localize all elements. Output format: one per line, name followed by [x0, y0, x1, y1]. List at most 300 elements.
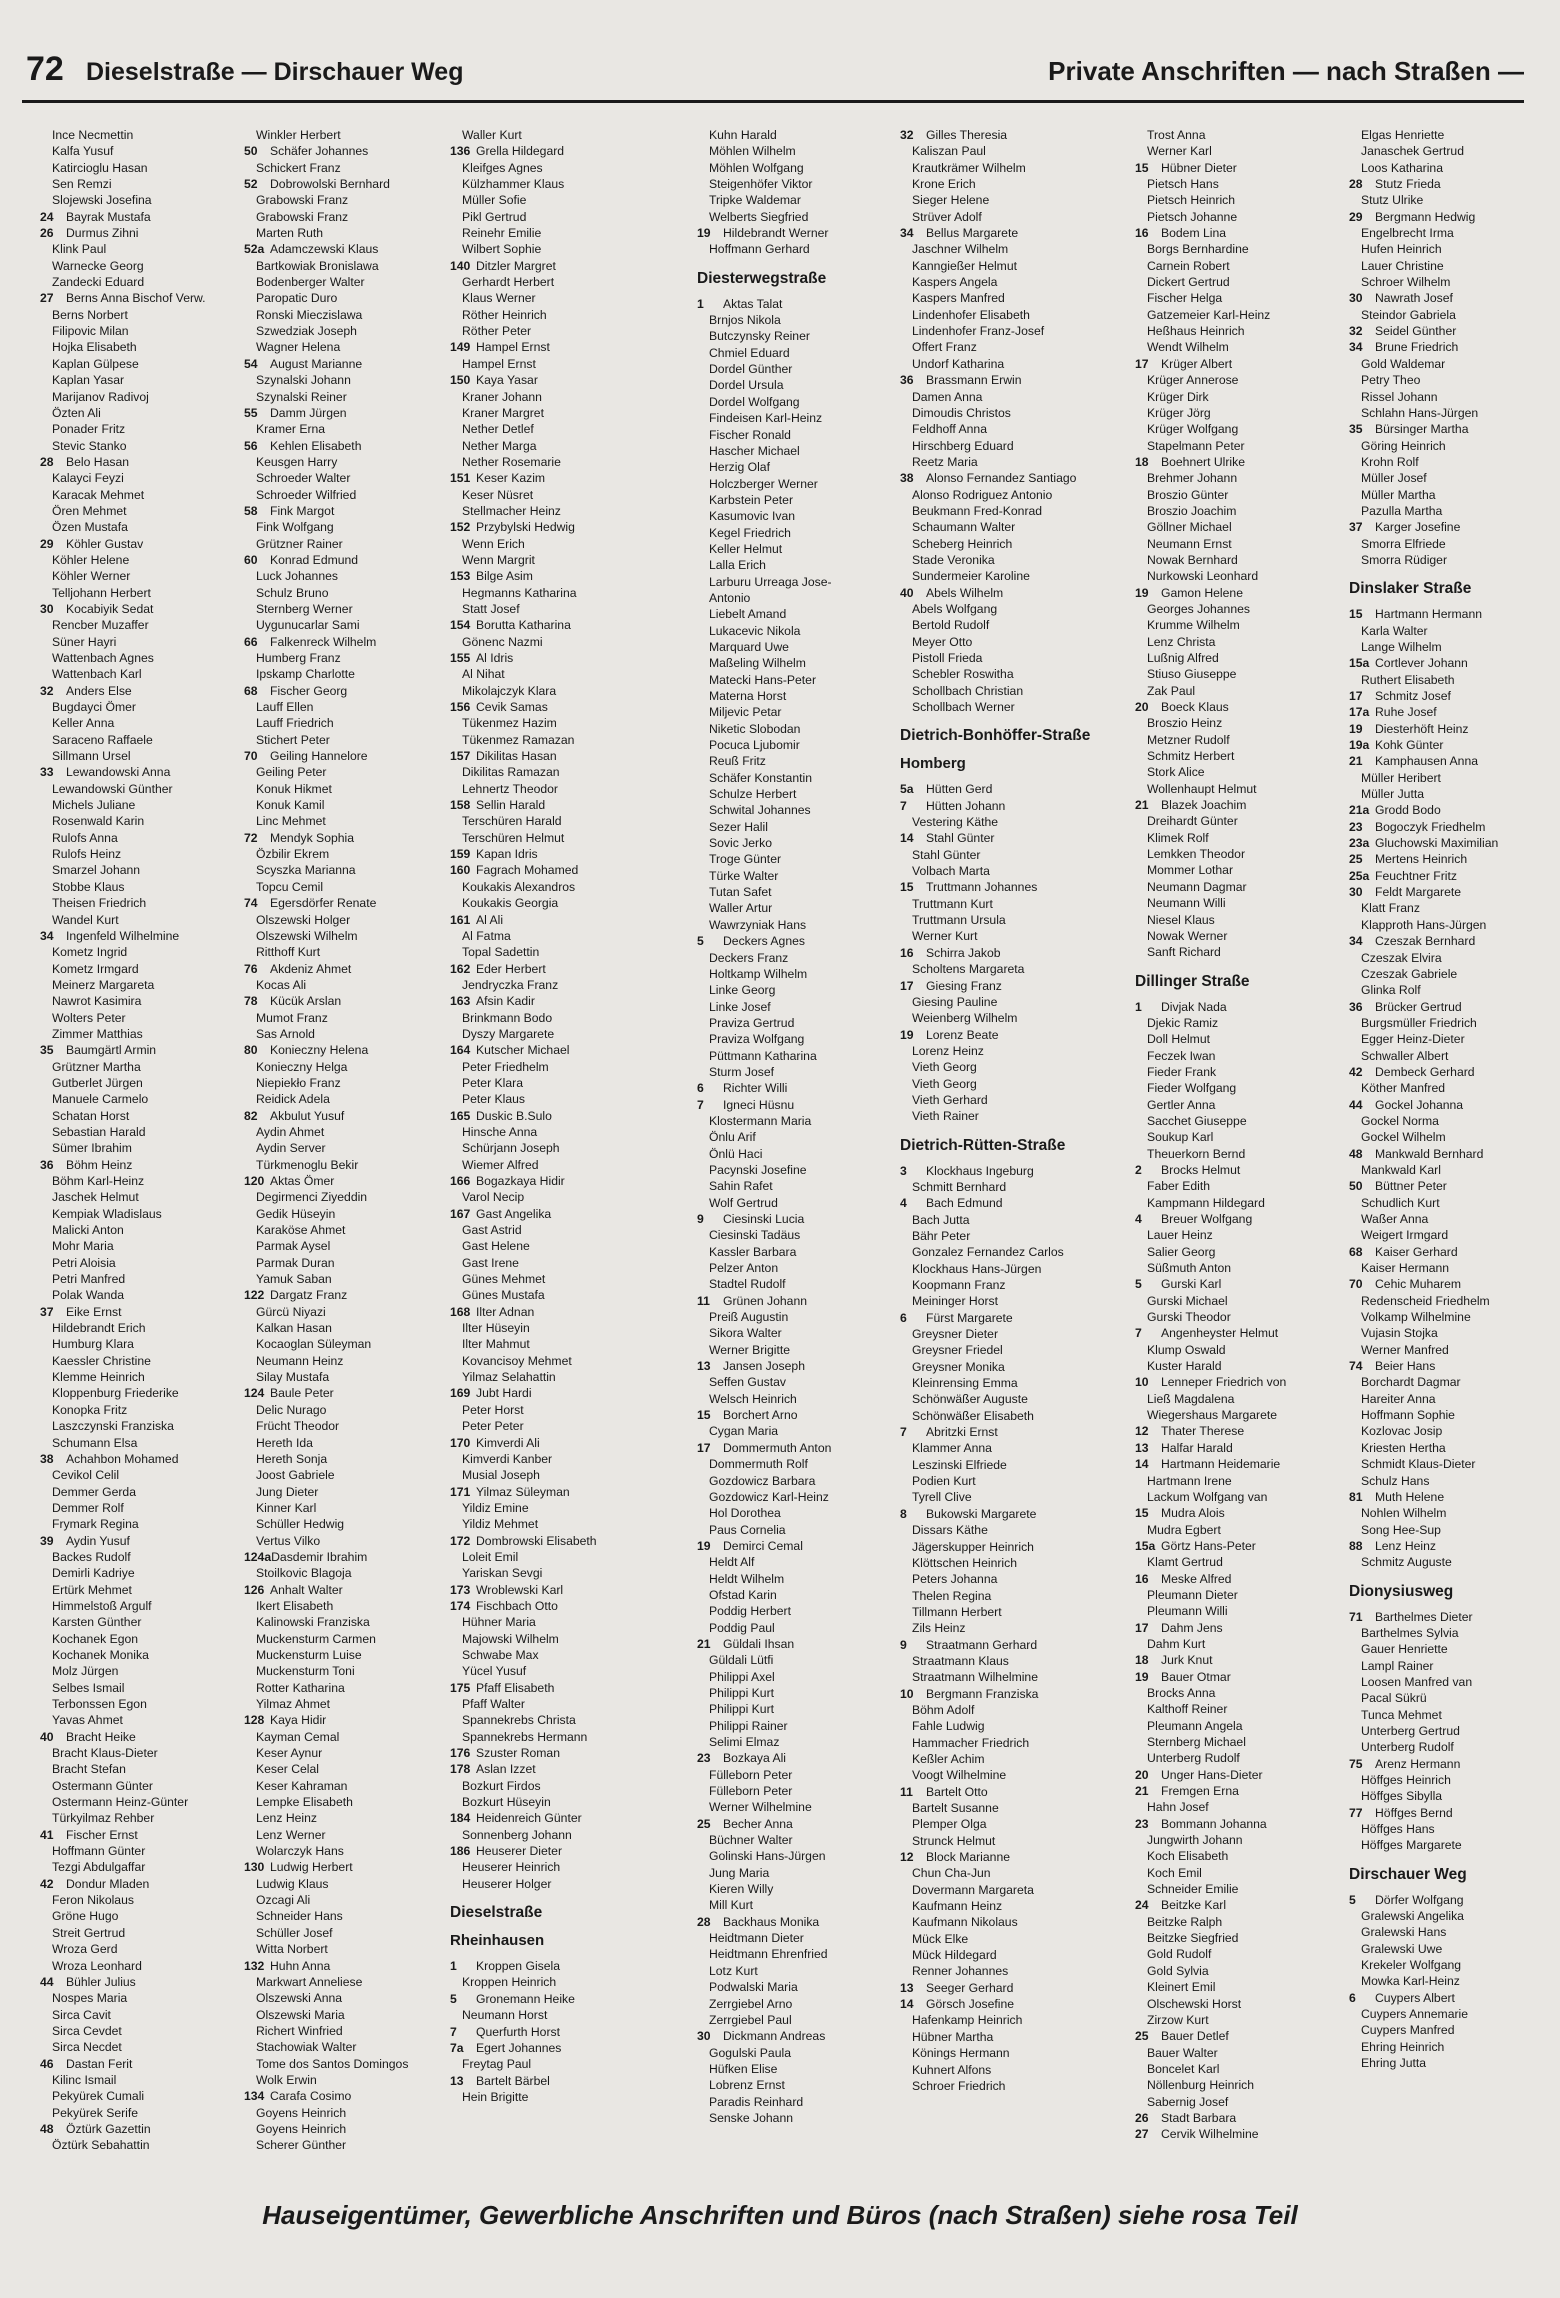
resident-entry	[450, 552, 655, 568]
resident-entry	[450, 617, 655, 633]
resident-entry	[1349, 405, 1554, 421]
resident-name: Unterberg Rudolf	[1147, 1751, 1240, 1766]
resident-name: Tripke Waldemar	[709, 193, 801, 208]
resident-name: Büchner Walter	[709, 1833, 793, 1848]
resident-name: Göllner Michael	[1147, 520, 1232, 535]
resident-entry	[900, 421, 1105, 437]
resident-name: Lauer Heinz	[1147, 1228, 1213, 1243]
house-number: 34	[40, 928, 54, 943]
house-number: 128	[244, 1713, 265, 1728]
house-number: 8	[900, 1506, 907, 1521]
resident-entry	[1135, 617, 1340, 633]
resident-name: Baule Peter	[270, 1386, 334, 1401]
resident-entry	[450, 274, 655, 290]
house-number: 168	[450, 1304, 471, 1319]
resident-name: Olschewski Horst	[1147, 1996, 1242, 2011]
resident-name: Müller Sofie	[462, 193, 527, 208]
resident-entry	[40, 879, 245, 895]
resident-entry	[1349, 1309, 1554, 1325]
resident-name: Hein Brigitte	[462, 2089, 529, 2104]
resident-entry	[900, 1784, 1105, 1800]
resident-entry	[40, 1206, 245, 1222]
resident-entry	[1135, 1718, 1340, 1734]
resident-name: Fagrach Mohamed	[476, 863, 579, 878]
resident-entry	[1349, 950, 1554, 966]
house-number: 19	[900, 1027, 914, 1042]
resident-entry	[450, 143, 655, 159]
resident-entry	[1349, 966, 1554, 982]
resident-entry	[1135, 1897, 1340, 1913]
house-number: 76	[244, 961, 258, 976]
house-number: 10	[900, 1686, 914, 1701]
resident-entry	[1135, 585, 1340, 601]
resident-name: Külzhammer Klaus	[462, 177, 565, 192]
resident-entry	[1135, 846, 1340, 862]
house-number: 7	[900, 798, 907, 813]
resident-entry	[40, 143, 245, 159]
resident-name: Boncelet Karl	[1147, 2061, 1220, 2076]
resident-name: Keßler Achim	[912, 1751, 985, 1766]
resident-entry	[900, 1342, 1105, 1358]
resident-name: Feldt Margarete	[1375, 885, 1462, 900]
resident-entry	[40, 1026, 245, 1042]
resident-entry	[450, 1810, 655, 1826]
resident-name: Bartelt Bärbel	[476, 2073, 550, 2088]
resident-name: Böhm Adolf	[912, 1702, 975, 1717]
resident-entry	[450, 519, 655, 535]
resident-name: Dickert Gertrud	[1147, 275, 1230, 290]
resident-entry	[1135, 879, 1340, 895]
resident-entry	[40, 225, 245, 241]
resident-entry	[244, 127, 449, 143]
resident-entry	[1349, 1690, 1554, 1706]
resident-entry	[40, 209, 245, 225]
resident-name: Golinski Hans-Jürgen	[709, 1849, 826, 1864]
directory-column	[1135, 127, 1340, 2143]
resident-name: Lauff Friedrich	[256, 716, 334, 731]
resident-name: Becher Anna	[723, 1816, 793, 1831]
resident-name: Sternberg Werner	[256, 601, 353, 616]
house-number: 25	[697, 1816, 711, 1831]
resident-entry	[40, 797, 245, 813]
resident-name: Bodem Lina	[1161, 226, 1227, 241]
resident-name: Barthelmes Dieter	[1375, 1609, 1473, 1624]
resident-name: Pacal Sükrü	[1361, 1691, 1427, 1706]
resident-entry	[450, 748, 655, 764]
resident-entry	[1135, 2028, 1340, 2044]
house-number: 17	[697, 1440, 711, 1455]
resident-name: Kuster Harald	[1147, 1359, 1222, 1374]
resident-name: Gurski Karl	[1161, 1277, 1222, 1292]
house-number: 56	[244, 438, 258, 453]
resident-entry	[900, 798, 1105, 814]
resident-entry	[450, 1500, 655, 1516]
resident-entry	[900, 1898, 1105, 1914]
resident-name: Brocks Anna	[1147, 1685, 1216, 1700]
resident-entry	[244, 1958, 449, 1974]
resident-entry	[900, 519, 1105, 535]
resident-name: Humberg Franz	[256, 651, 341, 665]
resident-entry	[900, 994, 1105, 1010]
resident-name: Malicki Anton	[52, 1223, 124, 1238]
resident-entry	[40, 568, 245, 584]
resident-name: Kraner Margret	[462, 405, 544, 420]
resident-entry	[450, 290, 655, 306]
resident-name: Werner Manfred	[1361, 1342, 1449, 1357]
resident-entry	[40, 1108, 245, 1124]
resident-name: Karger Josefine	[1375, 520, 1461, 535]
house-number: 54	[244, 356, 258, 371]
resident-name: Freytag Paul	[462, 2057, 532, 2072]
house-number: 14	[900, 1997, 914, 2012]
resident-entry	[900, 2045, 1105, 2061]
resident-entry	[900, 1108, 1105, 1124]
resident-name: Böhm Heinz	[66, 1157, 133, 1172]
resident-entry	[1135, 1080, 1340, 1096]
resident-entry	[1135, 307, 1340, 323]
resident-entry	[1349, 1440, 1554, 1456]
resident-name: Sen Remzi	[52, 177, 112, 192]
resident-name: Pfaff Walter	[462, 1697, 525, 1711]
resident-name: Dommermuth Anton	[723, 1440, 832, 1455]
resident-entry	[697, 1407, 902, 1423]
resident-entry	[697, 1767, 902, 1783]
resident-entry	[40, 617, 245, 633]
house-number: 40	[900, 585, 914, 600]
resident-name: Mill Kurt	[709, 1898, 754, 1913]
resident-entry	[40, 944, 245, 960]
resident-entry	[450, 1042, 655, 1058]
resident-entry	[244, 1353, 449, 1369]
resident-entry	[244, 536, 449, 552]
resident-entry	[697, 160, 902, 176]
resident-name: Sirca Necdet	[52, 2040, 122, 2055]
resident-name: Jung Maria	[709, 1865, 770, 1880]
resident-name: Scyszka Marianna	[256, 863, 356, 878]
house-number: 5	[1349, 1892, 1356, 1907]
resident-entry	[697, 1211, 902, 1227]
resident-entry	[450, 1435, 655, 1451]
resident-name: Saraceno Raffaele	[52, 732, 153, 747]
resident-name: Kraner Johann	[462, 389, 542, 404]
resident-name: Geiling Hannelore	[270, 749, 368, 764]
resident-entry	[450, 1647, 655, 1663]
resident-entry	[1135, 797, 1340, 813]
resident-name: Wroza Gerd	[52, 1942, 118, 1957]
resident-entry	[244, 977, 449, 993]
resident-entry	[697, 209, 902, 225]
resident-entry	[244, 993, 449, 1009]
house-number: 170	[450, 1435, 471, 1450]
resident-name: Aydin Server	[256, 1141, 326, 1156]
resident-entry	[450, 1222, 655, 1238]
resident-name: Silay Mustafa	[256, 1370, 330, 1385]
resident-entry	[900, 438, 1105, 454]
resident-name: Ehring Jutta	[1361, 2056, 1427, 2071]
resident-entry	[244, 2072, 449, 2088]
resident-entry	[1349, 552, 1554, 568]
resident-name: Volbach Marta	[912, 864, 990, 879]
resident-entry	[900, 585, 1105, 601]
resident-name: Bühler Julius	[66, 1974, 136, 1989]
resident-name: Stutz Frieda	[1375, 177, 1441, 192]
resident-name: Petri Manfred	[52, 1272, 126, 1287]
resident-name: Schebler Roswitha	[912, 667, 1014, 682]
resident-name: Ruthert Elisabeth	[1361, 672, 1455, 687]
resident-entry	[1135, 1146, 1340, 1162]
resident-entry	[450, 715, 655, 731]
house-number: 17	[1349, 689, 1363, 703]
resident-name: Fülleborn Peter	[709, 1784, 793, 1799]
resident-entry	[244, 1745, 449, 1761]
resident-name: Djekic Ramiz	[1147, 1015, 1219, 1030]
resident-entry	[697, 2045, 902, 2061]
resident-entry	[40, 1173, 245, 1189]
resident-entry	[697, 443, 902, 459]
house-number: 41	[40, 1827, 54, 1842]
resident-entry	[244, 764, 449, 780]
resident-entry	[697, 1652, 902, 1668]
resident-name: Keusgen Harry	[256, 454, 338, 469]
resident-name: Wawrzyniak Hans	[709, 917, 807, 932]
resident-name: Klapproth Hans-Jürgen	[1361, 917, 1487, 932]
resident-name: Hildebrandt Erich	[52, 1321, 146, 1336]
resident-name: Bach Edmund	[926, 1196, 1003, 1211]
resident-name: Molz Jürgen	[52, 1664, 119, 1679]
resident-entry	[40, 503, 245, 519]
resident-name: Borgs Bernhardine	[1147, 242, 1249, 257]
resident-entry	[697, 606, 902, 622]
resident-entry	[1349, 933, 1554, 949]
resident-name: Lempke Elisabeth	[256, 1795, 353, 1810]
resident-entry	[900, 1751, 1105, 1767]
resident-name: Schüller Josef	[256, 1925, 333, 1940]
resident-entry	[450, 1663, 655, 1679]
house-number: 15	[1349, 607, 1363, 622]
resident-name: Kalthoff Reiner	[1147, 1702, 1228, 1717]
resident-name: Metzner Rudolf	[1147, 732, 1230, 747]
resident-name: Larburu Urreaga Jose-	[709, 574, 832, 589]
resident-entry	[1349, 1456, 1554, 1472]
resident-name: Wilbert Sophie	[462, 242, 542, 257]
resident-entry	[900, 912, 1105, 928]
resident-name: Akbulut Yusuf	[270, 1108, 345, 1123]
resident-entry	[697, 1522, 902, 1538]
house-number: 18	[1135, 1653, 1149, 1668]
house-number: 28	[1349, 177, 1363, 192]
resident-entry	[40, 2072, 245, 2088]
house-number: 150	[450, 373, 471, 388]
resident-name: Sturm Josef	[709, 1064, 775, 1079]
resident-name: Wandel Kurt	[52, 912, 119, 927]
resident-name: Richter Willi	[723, 1081, 788, 1096]
resident-entry	[1349, 1097, 1554, 1113]
resident-name: Cygan Maria	[709, 1424, 779, 1439]
resident-name: Materna Horst	[709, 689, 787, 703]
house-number: 5	[1135, 1277, 1142, 1292]
resident-entry	[900, 1375, 1105, 1391]
resident-entry	[450, 1680, 655, 1696]
district-heading: Rheinhausen	[450, 1932, 545, 1950]
resident-entry	[450, 895, 655, 911]
resident-name: Pikl Gertrud	[462, 209, 527, 224]
resident-entry	[697, 1538, 902, 1554]
resident-entry	[697, 868, 902, 884]
resident-entry	[900, 666, 1105, 682]
resident-entry	[450, 1827, 655, 1843]
house-number: 37	[40, 1304, 54, 1319]
resident-name: Konuk Hikmet	[256, 781, 332, 796]
resident-name: Meske Alfred	[1161, 1571, 1232, 1586]
resident-entry	[244, 1631, 449, 1647]
resident-entry	[244, 1189, 449, 1205]
resident-name: Strunck Helmut	[912, 1833, 996, 1848]
resident-entry	[244, 552, 449, 568]
resident-name: Praviza Wolfgang	[709, 1032, 805, 1047]
resident-name: Kampmann Hildegard	[1147, 1195, 1265, 1210]
resident-name: Röther Peter	[462, 324, 532, 339]
resident-entry	[900, 1179, 1105, 1195]
resident-entry	[40, 2056, 245, 2072]
resident-entry	[244, 192, 449, 208]
resident-name: Ilter Hüseyin	[462, 1321, 530, 1336]
house-number: 28	[40, 454, 54, 469]
resident-entry	[1135, 1048, 1340, 1064]
resident-entry	[450, 1353, 655, 1369]
resident-entry	[900, 1043, 1105, 1059]
resident-name: Antonio	[709, 590, 751, 605]
resident-name: Demirci Cemal	[723, 1538, 803, 1553]
resident-name: Truttmann Johannes	[926, 880, 1038, 895]
resident-name: Krüger Albert	[1161, 356, 1233, 371]
resident-name: Neumann Heinz	[256, 1353, 344, 1368]
resident-name: Lobrenz Ernst	[709, 2078, 785, 2093]
resident-entry	[697, 1244, 902, 1260]
resident-name: Voogt Wilhelmine	[912, 1768, 1007, 1783]
resident-name: Czeszak Gabriele	[1361, 966, 1458, 981]
resident-entry	[244, 961, 449, 977]
resident-name: Pietsch Heinrich	[1147, 193, 1236, 208]
house-number: 36	[1349, 999, 1363, 1014]
resident-entry	[244, 617, 449, 633]
resident-entry	[900, 160, 1105, 176]
house-number: 25a	[1349, 868, 1370, 883]
resident-name: Zak Paul	[1147, 683, 1196, 698]
resident-entry	[40, 1091, 245, 1107]
house-number: 15a	[1349, 656, 1370, 671]
resident-entry	[1349, 487, 1554, 503]
resident-name: Reidick Adela	[256, 1092, 330, 1107]
resident-name: Hübner Dieter	[1161, 160, 1237, 175]
resident-entry	[1135, 2110, 1340, 2126]
resident-name: Gast Angelika	[476, 1206, 552, 1221]
resident-entry	[697, 704, 902, 720]
resident-entry	[1135, 1963, 1340, 1979]
house-number: 74	[244, 896, 258, 911]
resident-entry	[1349, 868, 1554, 884]
resident-entry	[1135, 699, 1340, 715]
resident-name: Kuhn Harald	[709, 128, 777, 142]
resident-name: Schmitz Auguste	[1361, 1555, 1452, 1570]
resident-name: Wenn Margrit	[462, 552, 535, 567]
resident-name: Kilinc Ismail	[52, 2072, 117, 2087]
resident-entry	[450, 1484, 655, 1500]
resident-name: Kapan Idris	[476, 847, 538, 862]
resident-name: Kalfa Yusuf	[52, 144, 114, 159]
resident-entry	[40, 1467, 245, 1483]
resident-entry	[1135, 160, 1340, 176]
resident-name: Fürst Margarete	[926, 1310, 1013, 1325]
resident-name: Klimek Rolf	[1147, 830, 1209, 845]
resident-name: Poddig Paul	[709, 1620, 775, 1635]
resident-name: Bozkaya Ali	[723, 1751, 787, 1766]
resident-entry	[900, 1620, 1105, 1636]
resident-entry	[40, 1974, 245, 1990]
resident-entry	[244, 2023, 449, 2039]
resident-entry	[1135, 225, 1340, 241]
resident-entry	[1135, 519, 1340, 535]
resident-name: Wolf Gertrud	[709, 1195, 778, 1210]
resident-name: Wroblewski Karl	[476, 1582, 564, 1597]
resident-entry	[1135, 356, 1340, 372]
resident-entry	[40, 715, 245, 731]
house-number: 15	[900, 880, 914, 895]
resident-name: Lotz Kurt	[709, 1963, 758, 1978]
resident-name: Ponader Fritz	[52, 422, 126, 437]
resident-entry	[1349, 1048, 1554, 1064]
resident-name: Pocuca Ljubomir	[709, 738, 800, 753]
resident-name: Liebelt Amand	[709, 607, 787, 622]
resident-name: Durmus Zihni	[66, 226, 139, 241]
resident-name: Grella Hildegard	[476, 144, 565, 159]
resident-name: Delic Nurago	[256, 1402, 327, 1417]
resident-name: Sirca Cavit	[52, 2007, 111, 2022]
resident-name: Meinerz Margareta	[52, 977, 155, 992]
resident-name: Stutz Ulrike	[1361, 193, 1424, 208]
resident-name: Lauff Ellen	[256, 700, 314, 715]
house-number: 186	[450, 1844, 471, 1859]
resident-entry	[40, 1140, 245, 1156]
resident-entry	[697, 1783, 902, 1799]
house-number: 42	[1349, 1064, 1363, 1079]
resident-entry	[40, 830, 245, 846]
resident-entry	[1135, 127, 1340, 143]
resident-entry	[697, 1358, 902, 1374]
resident-name: Abels Wolfgang	[912, 601, 998, 616]
resident-name: Stadt Barbara	[1161, 2110, 1237, 2125]
resident-name: Brehmer Johann	[1147, 471, 1238, 486]
resident-name: Kometz Ingrid	[52, 945, 128, 960]
resident-entry	[1135, 1685, 1340, 1701]
resident-name: Niketic Slobodan	[709, 721, 801, 736]
resident-entry	[1349, 884, 1554, 900]
resident-entry	[450, 1369, 655, 1385]
resident-entry	[40, 339, 245, 355]
resident-entry	[450, 487, 655, 503]
resident-entry	[900, 1963, 1105, 1979]
resident-entry	[40, 1843, 245, 1859]
resident-name: Mumot Franz	[256, 1010, 328, 1025]
resident-entry	[900, 1457, 1105, 1473]
resident-name: Alonso Fernandez Santiago	[926, 471, 1077, 486]
resident-name: Öztürk Sebahattin	[52, 2138, 150, 2153]
resident-name: Borchert Arno	[723, 1408, 798, 1423]
resident-name: Heuserer Holger	[462, 1876, 552, 1891]
resident-entry	[450, 536, 655, 552]
resident-entry	[697, 1391, 902, 1407]
resident-entry	[697, 1669, 902, 1685]
resident-entry	[450, 1631, 655, 1647]
